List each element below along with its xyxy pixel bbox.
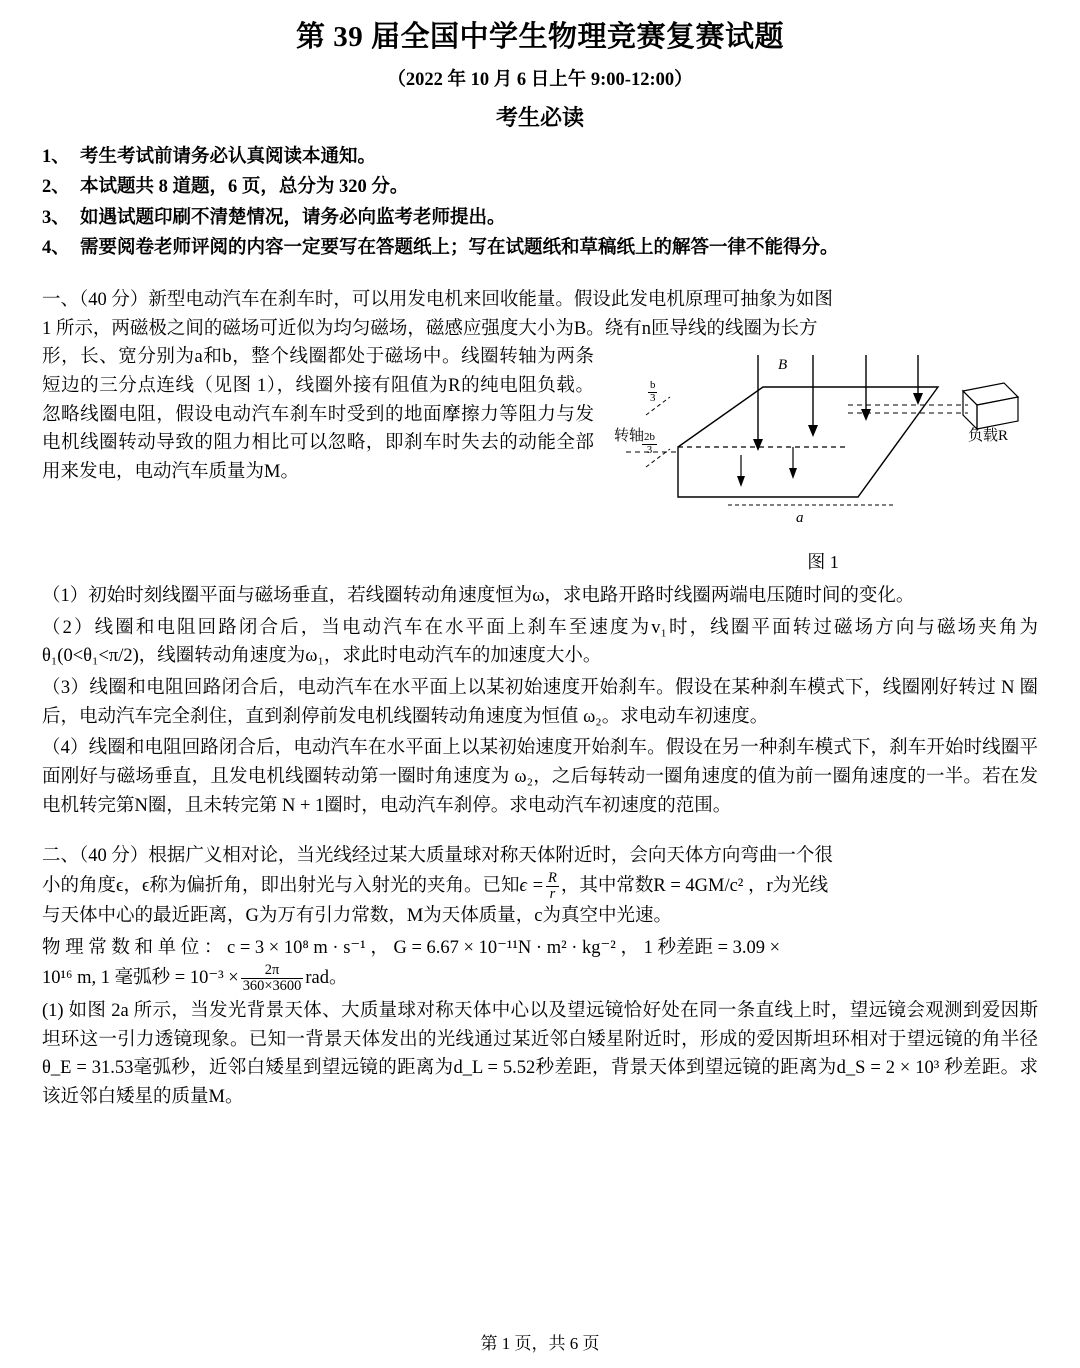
exam-datetime: （2022 年 10 月 6 日上午 9:00-12:00）	[387, 69, 693, 90]
notice-number: 1、	[42, 146, 70, 167]
q2-constants-line-1: 物 理 常 数 和 单 位 ： c = 3 × 10⁸ m · s⁻¹ ， G = 6.67 × 10⁻¹¹N · m² · kg⁻² ， 1 秒差距 = 3.09 ×	[42, 938, 781, 959]
figure-label-axis: 转轴	[614, 428, 645, 445]
notice-list	[42, 142, 1038, 264]
figure-label-load: 负载R	[968, 428, 1009, 445]
notice-item	[42, 203, 1038, 234]
q2-fraction-R-over-r: $\frac{R}{r}$	[548, 870, 557, 903]
notice-text: 考生考试前请务必认真阅读本通知。	[80, 146, 377, 167]
figure-1-caption: 图 1	[807, 552, 839, 573]
q2-lead-line-1: 二、（40 分）根据广义相对论，当光线经过某大质量球对称天体附近时，会向天体方向弯曲一个很	[42, 846, 833, 867]
q2-item-1: (1) 如图 2a 所示，当发光背景天体、大质量球对称天体中心以及望远镜恰好处在同一条直线上时，望远镜会观测到爱因斯坦环这一引力透镜现象。已知一背景天体发出的光线通过某近邻白矮星附近时，形成的爱因斯坦环相对于望远镜的角半径θ_E = 31.53毫弧秒，近邻白矮星到望远镜的距离为d_L = 5.52秒差距，背景天体到望远镜的距离为d_S = 2 × 10³ 秒差距。求该近邻白矮星的质量M。	[42, 1001, 1038, 1108]
figure-label-b-over-3: $\frac{b}{3}$	[650, 379, 656, 404]
notice-number: 3、	[42, 207, 70, 228]
notice-item	[42, 233, 1038, 264]
q2-constants-line-2	[42, 963, 1038, 994]
q2-lead-line-3: 与天体中心的最近距离，G为万有引力常数，M为天体质量，c为真空中光速。	[42, 906, 673, 927]
q1-lead-line-2: 1 所示，两磁极之间的磁场可近似为均匀磁场，磁感应强度大小为B。绕有n匝导线的线圈为长方	[42, 318, 818, 339]
q2-constants-line-2a: 10¹⁶ m, 1 毫弧秒 = 10⁻³ ×	[42, 967, 239, 988]
q2-lead-line-2b: ，其中常数R = 4GM/c² ，r为光线	[560, 876, 829, 897]
notice-text: 本试题共 8 道题，6 页，总分为 320 分。	[80, 177, 409, 198]
notice-text: 如遇试题印刷不清楚情况，请务必向监考老师提出。	[80, 207, 506, 228]
page-title: 第 39 届全国中学生物理竞赛复赛试题	[295, 21, 784, 53]
q1-item-4: （4）线圈和电阻回路闭合后，电动汽车在水平面上以某初始速度开始刹车。假设在另一种刹车模式下，刹车开始时线圈平面刚好与磁场垂直，且发电机线圈转动第一圈时角速度为 ω₂，之后每转动一圈角速度的值为前一圈角速度的一半。若在发电机转完第N圈，且未转完第 N + 1圈时，电动汽车刹停。求电动汽车初速度的范围。	[42, 738, 1038, 816]
notice-item	[42, 172, 1038, 203]
page-footer: 第 1 页，共 6 页	[480, 1334, 600, 1353]
notice-number: 2、	[42, 177, 70, 198]
section-title: 考生必读	[495, 104, 584, 130]
q2-lead-line-2	[42, 871, 1038, 902]
notice-item	[42, 142, 1038, 173]
q1-item-3: （3）线圈和电阻回路闭合后，电动汽车在水平面上以某初始速度开始刹车。假设在某种刹车模式下，线圈刚好转过 N 圈后，电动汽车完全刹住，直到刹停前发电机线圈转动角速度为恒值 ω₂。求电动车初速度。	[42, 678, 1038, 727]
figure-label-B: B	[778, 357, 788, 374]
q2-constants-line-2b: rad。	[305, 967, 348, 988]
q1-item-1: （1）初始时刻线圈平面与磁场垂直，若线圈转动角速度恒为ω，求电路开路时线圈两端电压随时间的变化。	[42, 586, 915, 607]
question-2	[42, 842, 1038, 1111]
q1-lead-rest: 形，长、宽分别为a和b，整个线圈都处于磁场中。线圈转轴为两条短边的三分点连线（见图 1），线圈外接有阻值为R的纯电阻负载。忽略线圈电阻，假设电动汽车刹车时受到的地面摩擦力等阻力与发电机线圈转动导致的阻力相比可以忽略，即刹车时失去的动能全部用来发电，电动汽车质量为M。	[42, 347, 594, 482]
q2-lead-line-2a: 小的角度ϵ，ϵ称为偏折角，即出射光与入射光的夹角。已知	[42, 876, 520, 897]
question-1	[42, 286, 1038, 821]
notice-number: 4、	[42, 238, 70, 259]
figure-label-2b-over-3: $\frac{2b}{3}$	[644, 431, 655, 456]
figure-label-a: a	[796, 510, 804, 527]
q1-item-2: （2）线圈和电阻回路闭合后，当电动汽车在水平面上刹车至速度为v₁时，线圈平面转过磁场方向与磁场夹角为θ₁(0<θ₁<π/2)，线圈转动角速度为ω₁，求此时电动汽车的加速度大小。	[42, 617, 1038, 667]
q1-lead-line-1: 一、（40 分）新型电动汽车在刹车时，可以用发电机来回收能量。假设此发电机原理可抽象为如图	[42, 289, 833, 310]
q2-epsilon-eq: ϵ =	[519, 876, 545, 897]
notice-text: 需要阅卷老师评阅的内容一定要写在答题纸上；写在试题纸和草稿纸上的解答一律不能得分。	[80, 238, 839, 259]
figure-1	[608, 347, 1038, 577]
figure-1-graphic	[608, 347, 1038, 547]
q2-fraction-2pi: $\frac{2\pi}{360\times 3600}$	[242, 961, 302, 994]
